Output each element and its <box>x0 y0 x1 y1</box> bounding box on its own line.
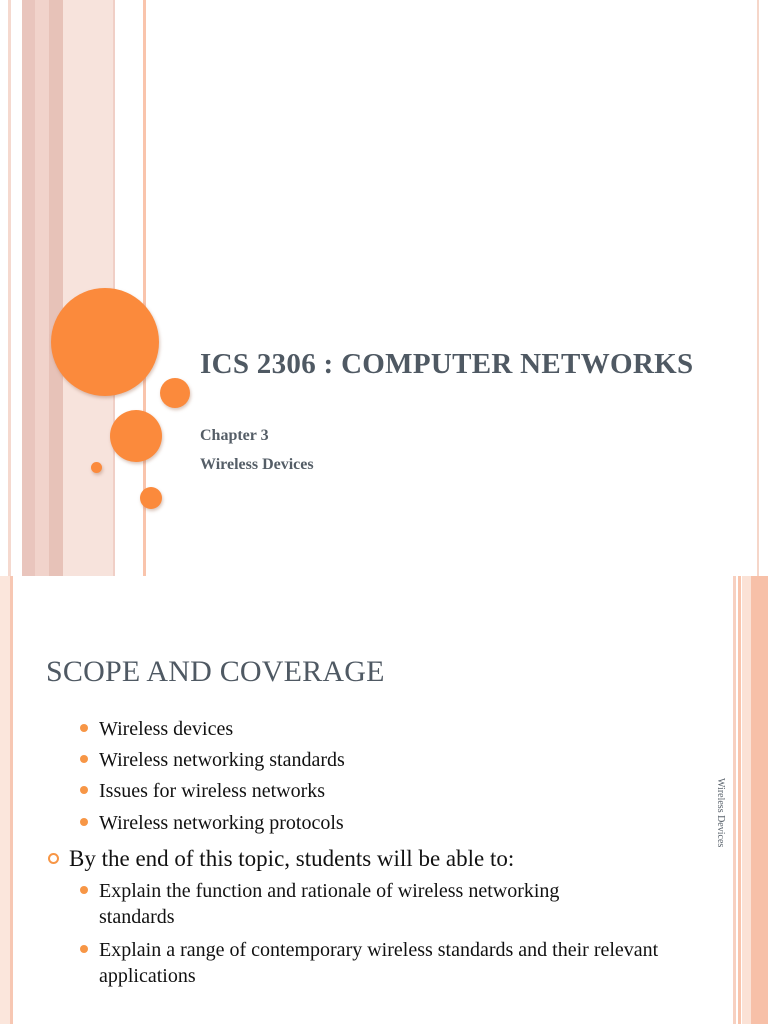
objective-item <box>99 937 674 989</box>
bullet-ring-icon <box>48 853 59 864</box>
decorative-stripe <box>22 0 35 576</box>
decorative-circle-tiny <box>91 462 102 473</box>
objective-text: Explain the function and rationale of wireless networking standards <box>99 880 560 928</box>
topic-item <box>99 778 679 804</box>
topic-item <box>99 810 679 836</box>
topic-item <box>99 716 679 742</box>
decorative-stripe <box>8 0 11 576</box>
decorative-stripe <box>751 576 768 1024</box>
objective-item <box>99 878 639 930</box>
topic-text: Wireless networking standards <box>99 749 345 771</box>
slide-footer-label: Wireless Devices <box>715 778 726 848</box>
decorative-stripe <box>733 576 736 1024</box>
decorative-stripe <box>738 576 741 1024</box>
decorative-stripe <box>10 576 13 1024</box>
decorative-circle-small <box>140 487 162 509</box>
decorative-circle-medium <box>110 410 162 462</box>
decorative-circle-large <box>51 288 159 396</box>
presentation-title: ICS 2306 : COMPUTER NETWORKS <box>200 348 694 380</box>
decorative-stripe <box>0 576 10 1024</box>
slide-heading: SCOPE AND COVERAGE <box>46 655 385 688</box>
topic-text: Wireless networking protocols <box>99 812 344 834</box>
decorative-stripe <box>49 0 63 576</box>
objectives-intro-item <box>69 845 689 873</box>
objective-text: Explain a range of contemporary wireless standards and their relevant applications <box>99 939 659 987</box>
topic-text: Issues for wireless networks <box>99 780 326 802</box>
bullet-dot-icon <box>80 886 88 894</box>
decorative-circle-small <box>160 378 190 408</box>
bullet-dot-icon <box>80 945 88 953</box>
bullet-dot-icon <box>80 724 88 732</box>
bullet-dot-icon <box>80 755 88 763</box>
objectives-intro-text: By the end of this topic, students will be able to: <box>69 846 515 871</box>
bullet-dot-icon <box>80 786 88 794</box>
topic-item <box>99 747 679 773</box>
topic-label: Wireless Devices <box>200 456 314 473</box>
decorative-stripe <box>757 0 759 576</box>
decorative-stripe <box>742 576 751 1024</box>
topic-text: Wireless devices <box>99 718 234 740</box>
bullet-dot-icon <box>80 818 88 826</box>
decorative-stripe <box>35 0 49 576</box>
chapter-label: Chapter 3 <box>200 427 269 444</box>
